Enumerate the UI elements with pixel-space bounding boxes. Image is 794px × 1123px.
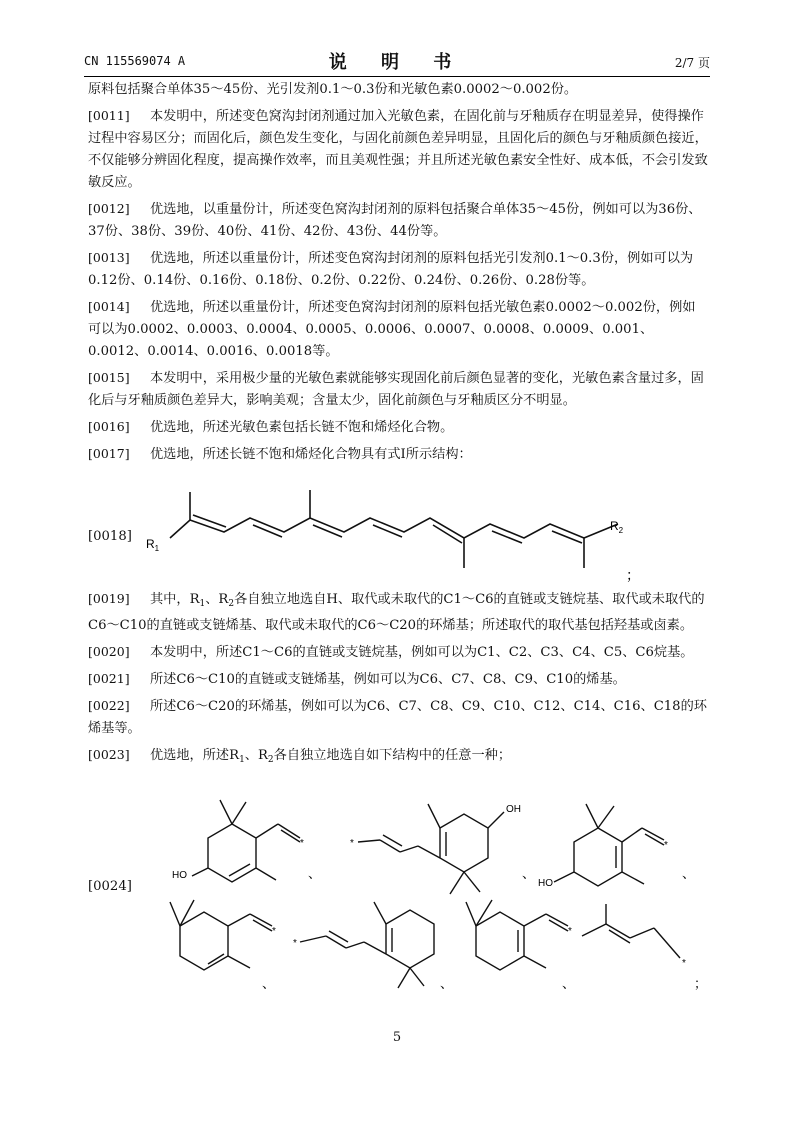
star-5: * [293,938,297,949]
paragraph-block-1 [88,79,708,466]
r2-label: $R_2$ [610,519,624,535]
page-indicator: 2/7 页 [674,56,710,70]
paragraph-0018-num: [0018] [88,529,132,544]
substituent-structures [150,780,710,1000]
comma-5: 、 [440,976,454,991]
header-rule [84,76,710,77]
structure-6 [466,900,568,970]
structure-2 [358,804,504,894]
structure-5 [300,902,434,988]
structure-3 [554,804,664,886]
star-7: * [682,958,686,969]
polyene-chain [170,518,618,538]
r1-label: $R_1$ [146,537,160,553]
page-number: 5 [392,1030,402,1045]
comma-6: 、 [562,976,576,991]
paragraph-0024-num: [0024] [88,879,132,894]
doc-title: 说 明 书 [328,52,466,73]
star-2: * [350,838,354,849]
paragraph-0016: [0016] 优选地，所述光敏色素包括长链不饱和烯烃化合物。 [88,419,454,435]
paragraph-0022: [0022] 所述C6～C20的环烯基，例如可以为C6、C7、C8、C9、C10、C12、C14、C16、C18的环烯基等。 [88,698,707,736]
paragraph-0021: [0021] 所述C6～C10的直链或支链烯基，例如可以为C6、C7、C8、C9、C10的烯基。 [88,671,626,687]
structure-1 [192,800,300,882]
comma-4: 、 [262,976,276,991]
paragraph-0023: [0023] 优选地，所述$R_1$、$R_2$各自独立地选自如下结构中的任意一种； [88,747,512,765]
comma-3: 、 [682,866,696,881]
paragraph-0020: [0020] 本发明中，所述C1～C6的直链或支链烷基，例如可以为C1、C2、C3、C4、C5、C6烷基。 [88,644,694,660]
star-4: * [272,926,276,937]
formula-semicolon: ； [626,567,640,583]
paragraph-block-2 [88,588,708,771]
ho-label-1: HO [172,870,187,881]
paragraph-0015: [0015] 本发明中，采用极少量的光敏色素就能够实现固化前后颜色显著的变化，光敏色素含量过多，固化后与牙釉质颜色差异大，影响美观；含量太少，固化前颜色与牙釉质区分不明显。 [88,370,704,408]
paragraph-0012: [0012] 优选地，以重量份计，所述变色窝沟封闭剂的原料包括聚合单体35～45份，例如可以为36份、37份、38份、39份、40份、41份、42份、43份、44份等。 [88,201,702,239]
star-3: * [664,840,668,851]
paragraph-continuation: 原料包括聚合单体35～45份、光引发剂0.1～0.3份和光敏色素0.0002～0.002份。 [88,82,578,97]
comma-1: 、 [308,866,322,881]
paragraph-0017: [0017] 优选地，所述长链不饱和烯烃化合物具有式I所示结构： [88,446,472,462]
paragraph-0019: [0019] 其中，$R_1$、$R_2$各自独立地选自H、取代或未取代的C1～C6的直链或支链烷基、取代或未取代的C6～C10的直链或支链烯基、取代或未取代的C6～C20的环烯基；所述取代的取代基包括羟基或卤素。 [88,591,705,633]
structure-7 [582,904,680,958]
star-1: * [300,838,304,849]
comma-2: 、 [522,866,536,881]
final-semicolon: ； [694,976,708,991]
doc-number: CN 115569074 A [84,54,186,68]
formula-I-structure [140,482,660,592]
paragraph-0013: [0013] 优选地，所述以重量份计，所述变色窝沟封闭剂的原料包括光引发剂0.1～0.3份，例如可以为0.12份、0.14份、0.16份、0.18份、0.2份、0.22份、0.24份、0.26份、0.28份等。 [88,250,694,288]
structure-4 [170,900,272,970]
ho-label-3: HO [538,878,553,889]
paragraph-0011: [0011] 本发明中，所述变色窝沟封闭剂通过加入光敏色素，在固化前与牙釉质存在明显差异，使得操作过程中容易区分；而固化后，颜色发生变化，与固化前颜色差异明显，且固化后的颜色与牙釉质颜色接近，不仅能够分辨固化程度，提高操作效率，而且美观性强；并且所述光敏色素安全性好、成本低，不会引发致敏反应。 [88,108,708,190]
star-6: * [568,926,572,937]
oh-label-2: OH [506,804,521,815]
page-header [84,48,710,74]
paragraph-0014: [0014] 优选地，所述以重量份计，所述变色窝沟封闭剂的原料包括光敏色素0.0002～0.002份，例如可以为0.0002、0.0003、0.0004、0.0005、0.0006、0.0007、0.0008、0.0009、0.001、0.0012、0.0014、0.0016、0.0018等。 [88,299,696,359]
